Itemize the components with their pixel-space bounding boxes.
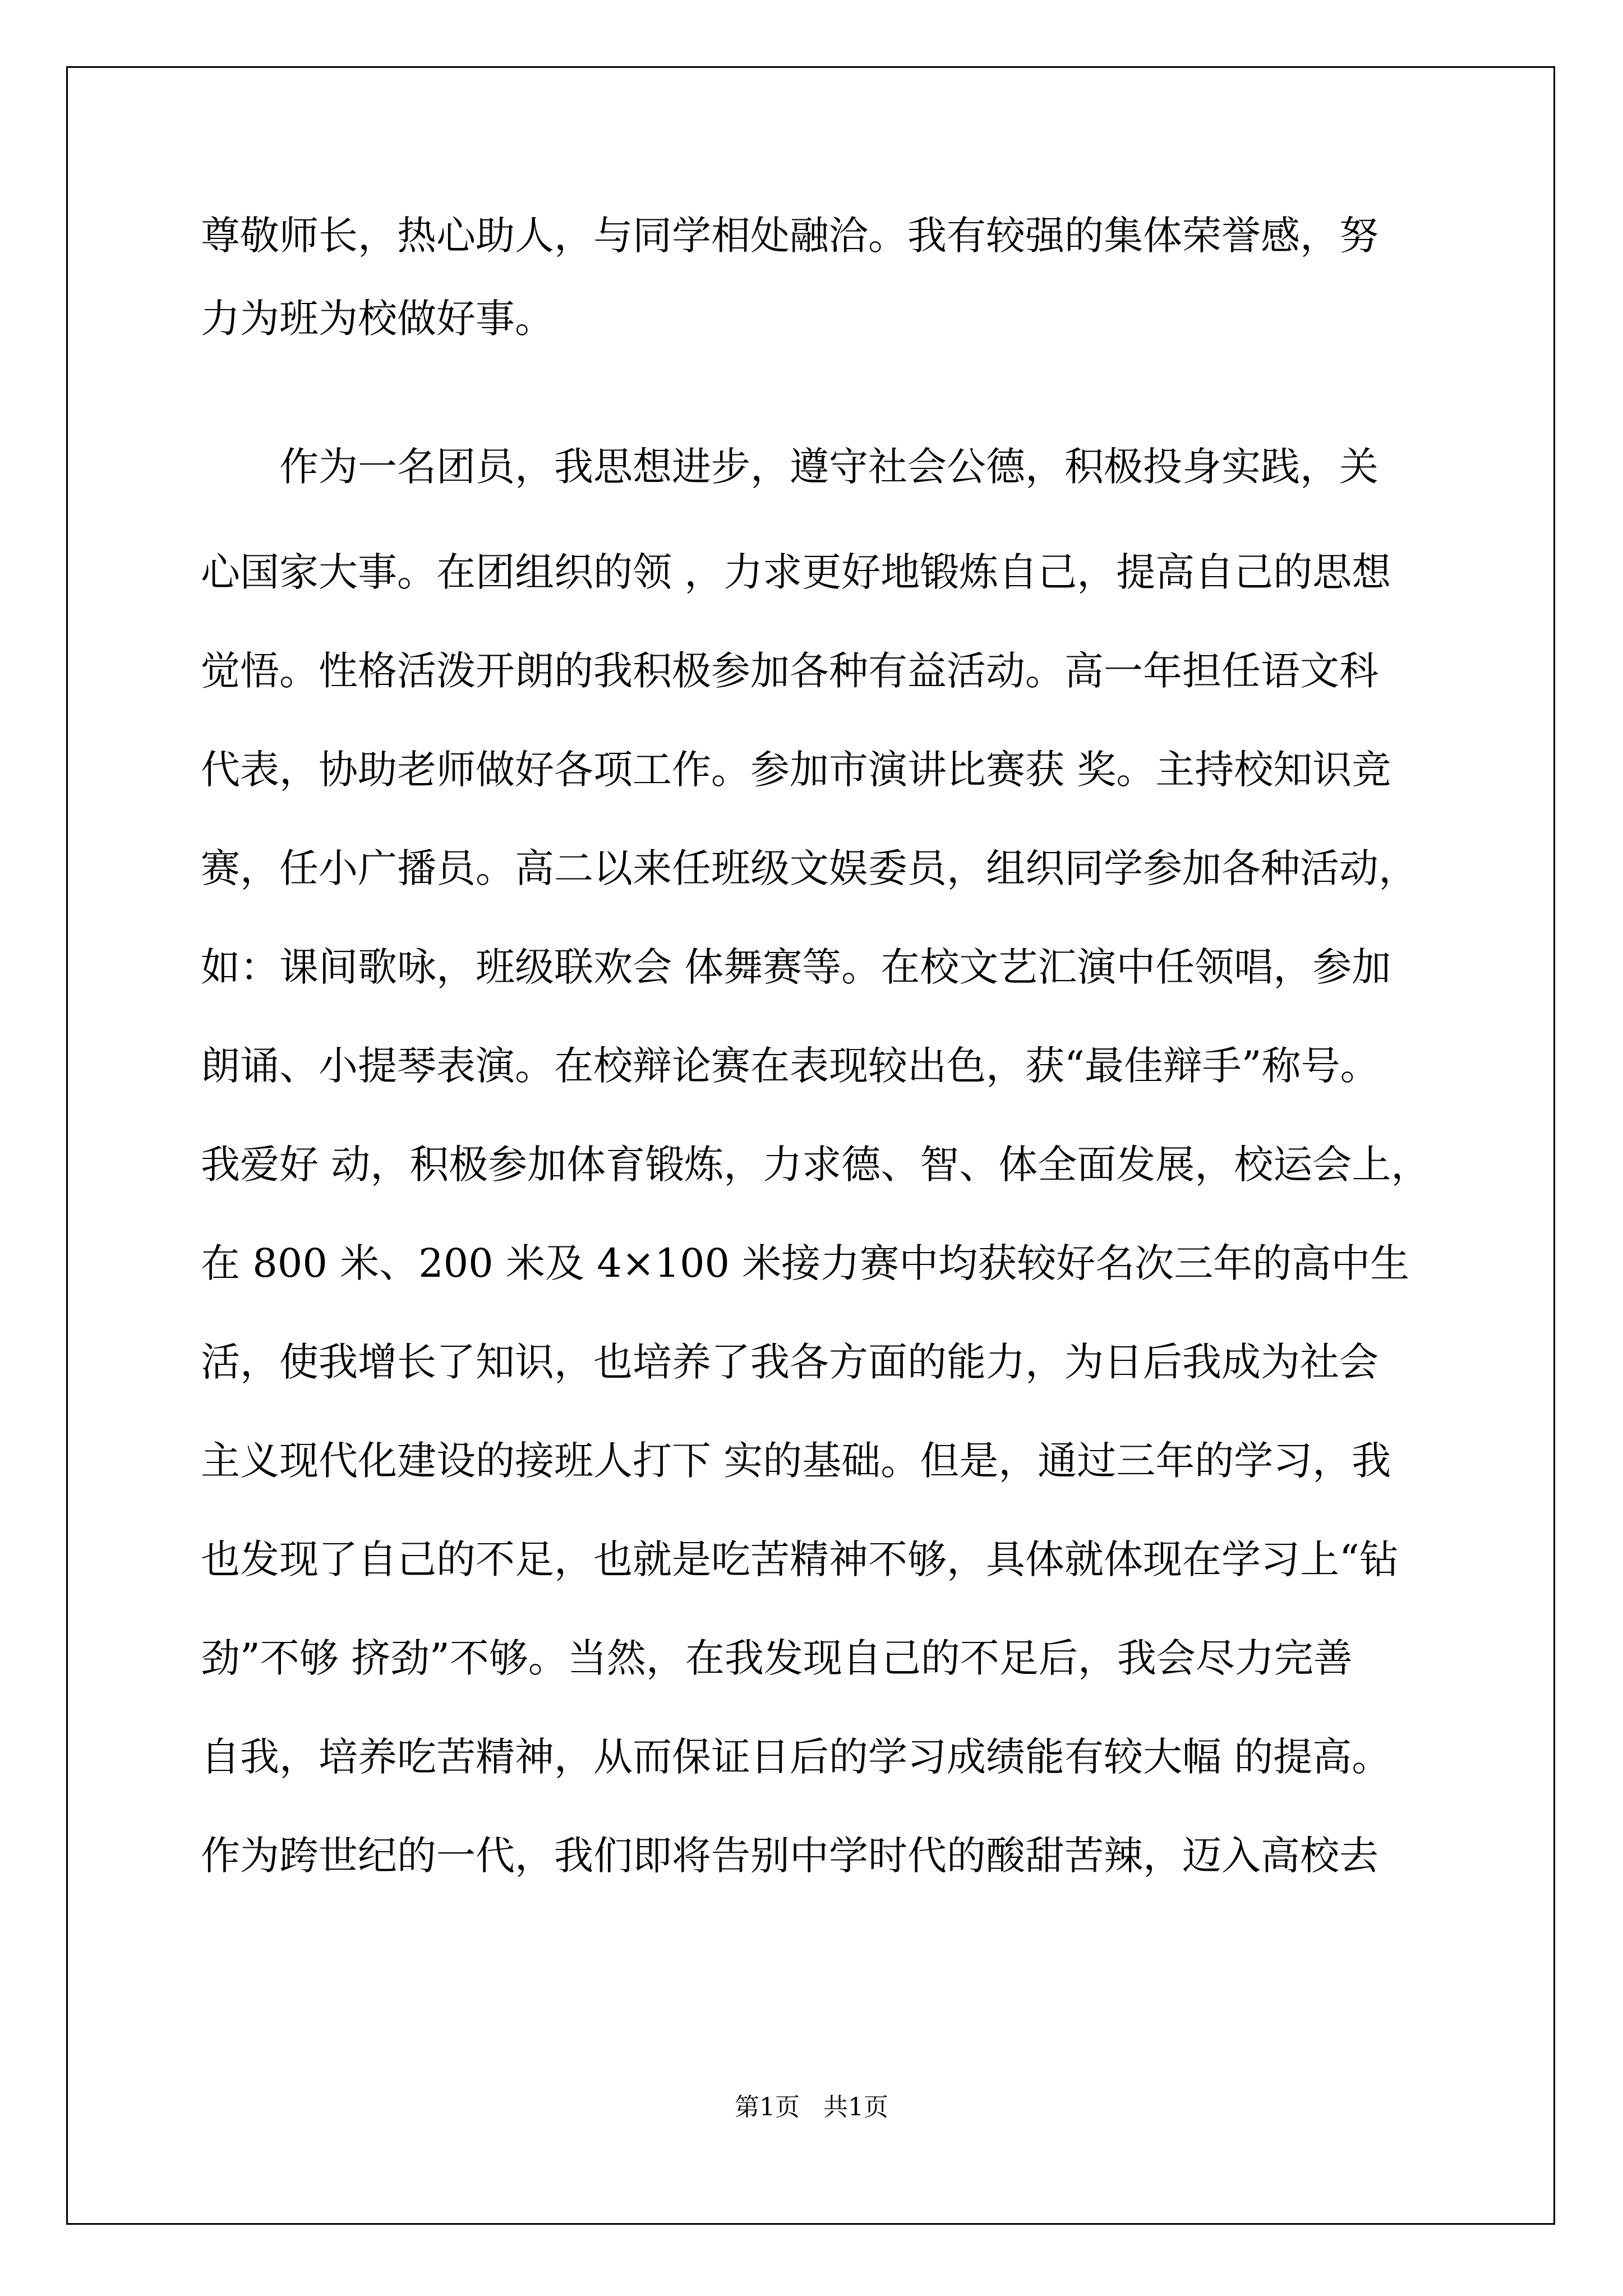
body-line-12: 活，使我增长了知识，也培养了我各方面的能力，为日后我成为社会 [201, 1339, 1378, 1385]
body-line-5: 觉悟。性格活泼开朗的我积极参加各种有益活动。高一年担任语文科 [201, 648, 1378, 694]
body-line-13: 主义现代化建设的接班人打下 实的基础。但是，通过三年的学习，我 [201, 1438, 1391, 1484]
body-line-15: 劲”不够 挤劲”不够。当然，在我发现自己的不足后，我会尽力完善 [201, 1635, 1353, 1681]
body-line-14: 也发现了自己的不足，也就是吃苦精神不够，具体就体现在学习上“钻 [201, 1536, 1399, 1582]
body-line-17: 作为跨世纪的一代，我们即将告别中学时代的酸甜苦辣，迈入高校去 [201, 1833, 1378, 1879]
body-line-10: 我爱好 动，积极参加体育锻炼，力求德、智、体全面发展，校运会上， [201, 1142, 1431, 1188]
body-line-2: 力为班为校做好事。 [201, 296, 554, 342]
body-line-9: 朗诵、小提琴表演。在校辩论赛在表现较出色，获“最佳辩手”称号。 [201, 1043, 1380, 1089]
body-line-16: 自我，培养吃苦精神，从而保证日后的学习成绩能有较大幅 的提高。 [201, 1734, 1391, 1780]
body-line-7: 赛，任小广播员。高二以来任班级文娱委员，组织同学参加各种活动， [201, 845, 1418, 891]
body-line-8: 如：课间歌咏，班级联欢会 体舞赛等。在校文艺汇演中任领唱，参加 [201, 944, 1391, 990]
body-line-1: 尊敬师长，热心助人，与同学相处融洽。我有较强的集体荣誉感，努 [201, 213, 1378, 259]
body-line-3: 作为一名团员，我思想进步，遵守社会公德，积极投身实践，关 [279, 444, 1378, 490]
body-line-6: 代表，协助老师做好各项工作。参加市演讲比赛获 奖。主持校知识竞 [201, 747, 1391, 793]
body-line-4: 心国家大事。在团组织的领 ，力求更好地锻炼自己，提高自己的思想 [201, 549, 1391, 595]
page-number-footer: 第1页 共1页 [735, 2093, 888, 2122]
body-line-11: 在 800 米、200 米及 4×100 米接力赛中均获较好名次三年的高中生 [201, 1240, 1410, 1286]
